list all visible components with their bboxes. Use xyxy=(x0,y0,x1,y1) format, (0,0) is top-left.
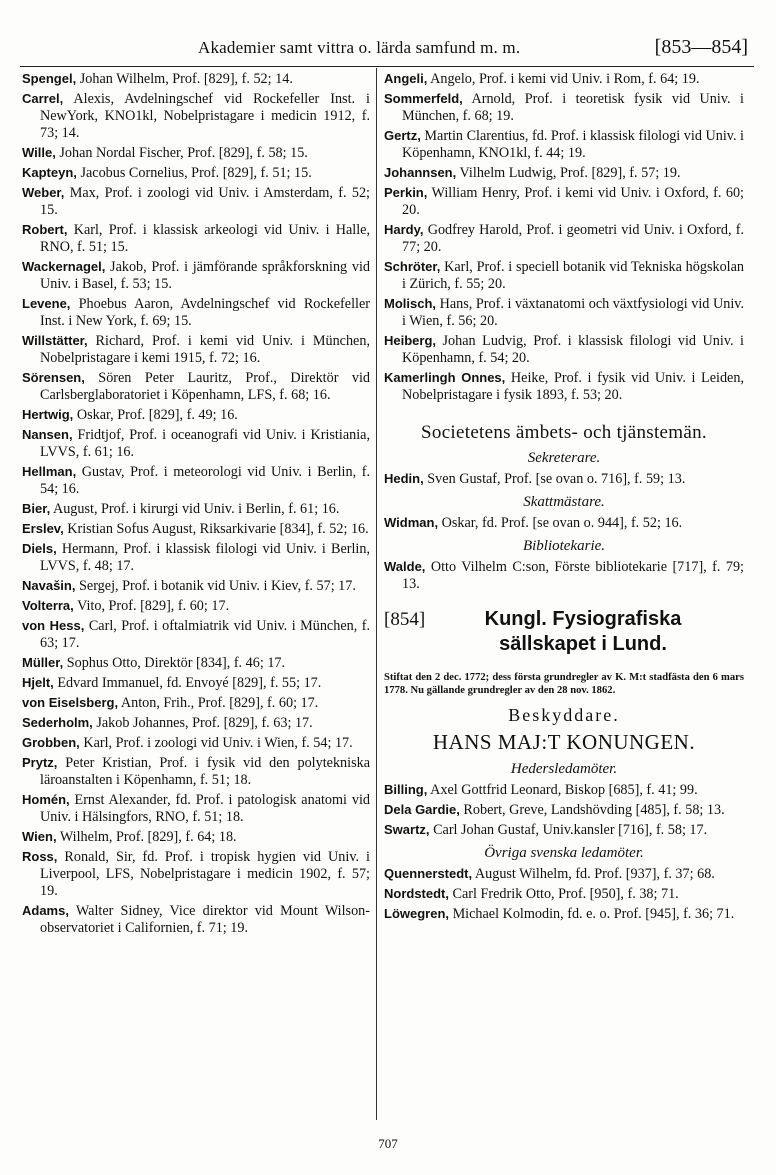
list-item xyxy=(384,905,744,923)
entry-name: von Hess, xyxy=(22,618,85,633)
list-item xyxy=(22,791,370,826)
librarian-heading: Bibliotekarie. xyxy=(522,538,606,554)
entry-name: Diels, xyxy=(22,541,57,556)
page-number: 707 xyxy=(378,1136,398,1151)
list-item xyxy=(22,332,370,367)
list-item xyxy=(384,781,744,799)
page-range: [853—854] xyxy=(654,36,748,58)
list-item xyxy=(384,865,744,883)
entry-text: Johan Ludvig, Prof. i klassisk filologi vid Univ. i Köpenhamn, f. 54; 20. xyxy=(402,333,744,366)
list-item xyxy=(22,714,370,732)
entry-name: Prytz, xyxy=(22,755,58,770)
entry-name: Hellman, xyxy=(22,464,77,479)
list-item xyxy=(384,127,744,162)
entry-text: August Wilhelm, fd. Prof. [937], f. 37; 68. xyxy=(472,866,715,882)
list-item xyxy=(22,70,370,88)
entry-name: Levene, xyxy=(22,296,71,311)
list-item xyxy=(22,500,370,518)
entry-name: Nordstedt, xyxy=(384,886,449,901)
entry-text: Wilhelm, Prof. [829], f. 64; 18. xyxy=(56,829,237,845)
entry-text: Alexis, Avdelningschef vid Rockefeller Inst. i NewYork, KNO1kl, Nobelpristagare i medicin 1912, f. 73; 14. xyxy=(40,91,370,141)
treasurer-heading: Skattmästare. xyxy=(523,494,605,510)
list-item xyxy=(22,902,370,937)
entry-name: Weber, xyxy=(22,185,65,200)
entry-name: Adams, xyxy=(22,903,69,918)
list-item xyxy=(384,295,744,330)
entry-name: Volterra, xyxy=(22,598,74,613)
entry-text: Ronald, Sir, fd. Prof. i tropisk hygien vid Univ. i Liverpool, LFS, Nobelpristagare i medicin 1902, f. 57; 19. xyxy=(40,849,370,899)
list-item xyxy=(384,70,744,88)
list-item xyxy=(22,463,370,498)
entry-text: Karl, Prof. i zoologi vid Univ. i Wien, f. 54; 17. xyxy=(79,735,353,751)
entry-name: Hjelt, xyxy=(22,675,54,690)
page-header xyxy=(20,36,754,64)
list-item xyxy=(384,801,744,819)
entry-text: Hermann, Prof. i klassisk filologi vid Univ. i Berlin, LVVS, f. 48; 17. xyxy=(40,541,370,574)
list-item xyxy=(22,258,370,293)
entry-name: Hedin, xyxy=(384,471,424,486)
list-item xyxy=(22,164,370,182)
secretary-entry xyxy=(384,470,744,488)
entry-name: Navašin, xyxy=(22,578,76,593)
entry-name: Sederholm, xyxy=(22,715,93,730)
entry-name: Perkin, xyxy=(384,185,428,200)
list-item xyxy=(22,295,370,330)
entry-name: Robert, xyxy=(22,222,68,237)
entry-name: Sommerfeld, xyxy=(384,91,463,106)
entry-text: Richard, Prof. i kemi vid Univ. i München, Nobelpristagare i kemi 1915, f. 72; 16. xyxy=(40,333,370,366)
entry-text: Otto Vilhelm C:son, Förste bibliotekarie [717], f. 79; 13. xyxy=(402,559,744,592)
entry-text: Karl, Prof. i speciell botanik vid Tekniska högskolan i Zürich, f. 55; 20. xyxy=(402,259,744,292)
entry-text: Angelo, Prof. i kemi vid Univ. i Rom, f. 64; 19. xyxy=(427,71,700,87)
entry-text: Peter Kristian, Prof. i fysik vid den polytekniska läroanstalten i Köpenhamn, f. 51; 18. xyxy=(40,755,370,788)
list-item xyxy=(22,144,370,162)
entry-text: Phoebus Aaron, Avdelningschef vid Rockefeller Inst. i New York, f. 69; 15. xyxy=(40,296,370,329)
header-rule xyxy=(20,66,754,67)
entry-text: Heike, Prof. i fysik vid Univ. i Leiden, Nobelpristagare i fysik 1893, f. 53; 20. xyxy=(402,370,744,403)
entry-text: Oskar, fd. Prof. [se ovan o. 944], f. 52; 16. xyxy=(438,515,683,531)
entry-name: Schröter, xyxy=(384,259,441,274)
entry-text: Johan Wilhelm, Prof. [829], f. 52; 14. xyxy=(76,71,293,87)
entry-text: Jakob, Prof. i jämförande språkforskning vid Univ. i Basel, f. 53; 15. xyxy=(40,259,370,292)
librarian-entry xyxy=(384,558,744,593)
running-title: Akademier samt vittra o. lärda samfund m. m. xyxy=(198,38,521,57)
list-item xyxy=(22,617,370,652)
entry-text: Fridtjof, Prof. i oceanografi vid Univ. i Kristiania, LVVS, f. 61; 16. xyxy=(40,427,370,460)
entry-text: Johan Nordal Fischer, Prof. [829], f. 58; 15. xyxy=(55,145,308,161)
entry-text: Carl Johan Gustaf, Univ.kansler [716], f. 58; 17. xyxy=(429,822,708,838)
entry-text: Kristian Sofus August, Riksarkivarie [834], f. 52; 16. xyxy=(63,521,369,537)
entry-text: Sven Gustaf, Prof. [se ovan o. 716], f. 59; 13. xyxy=(423,471,686,487)
entry-name: Ross, xyxy=(22,849,58,864)
entry-text: Karl, Prof. i klassisk arkeologi vid Univ. i Halle, RNO, f. 51; 15. xyxy=(40,222,370,255)
list-item xyxy=(22,369,370,404)
entry-text: August, Prof. i kirurgi vid Univ. i Berlin, f. 61; 16. xyxy=(50,501,340,517)
entry-text: Oskar, Prof. [829], f. 49; 16. xyxy=(73,407,238,423)
list-item xyxy=(22,848,370,900)
entry-text: Sophus Otto, Direktör [834], f. 46; 17. xyxy=(63,655,286,671)
honorary-list xyxy=(384,781,744,839)
entry-name: Bier, xyxy=(22,501,51,516)
entry-text: Ernst Alexander, fd. Prof. i patologisk anatomi vid Univ. i Hälsingfors, RNO, f. 51; 18. xyxy=(40,792,370,825)
list-item xyxy=(22,426,370,461)
list-item xyxy=(384,221,744,256)
entry-name: Dela Gardie, xyxy=(384,802,460,817)
entry-name: Widman, xyxy=(384,515,439,530)
list-item xyxy=(22,577,370,595)
list-item xyxy=(22,520,370,538)
entry-name: Homén, xyxy=(22,792,70,807)
left-entry-list xyxy=(22,70,370,937)
entry-text: Vito, Prof. [829], f. 60; 17. xyxy=(73,598,230,614)
entry-name: Carrel, xyxy=(22,91,64,106)
society-name xyxy=(458,607,708,657)
entry-text: Sergej, Prof. i botanik vid Univ. i Kiev, f. 57; 17. xyxy=(75,578,356,594)
list-item xyxy=(384,164,744,182)
list-item xyxy=(22,221,370,256)
entry-name: Wackernagel, xyxy=(22,259,106,274)
list-item xyxy=(384,184,744,219)
entry-text: Edvard Immanuel, fd. Envoyé [829], f. 55; 17. xyxy=(53,675,322,691)
treasurer-entry xyxy=(384,514,744,532)
entry-name: Angeli, xyxy=(384,71,428,86)
other-members-heading: Övriga svenska ledamöter. xyxy=(484,845,644,861)
entry-text: Anton, Frih., Prof. [829], f. 60; 17. xyxy=(118,695,319,711)
other-members-list xyxy=(384,865,744,923)
entry-text: Arnold, Prof. i teoretisk fysik vid Univ. i München, f. 68; 19. xyxy=(402,91,744,124)
right-entry-list xyxy=(384,70,744,404)
entry-name: Sörensen, xyxy=(22,370,85,385)
entry-name: Grobben, xyxy=(22,735,80,750)
entry-name: Wille, xyxy=(22,145,56,160)
list-item xyxy=(22,184,370,219)
entry-text: Gustav, Prof. i meteorologi vid Univ. i Berlin, f. 54; 16. xyxy=(40,464,370,497)
officials-title: Societetens ämbets- och tjänstemän. xyxy=(421,422,707,443)
entry-text: Sören Peter Lauritz, Prof., Direktör vid Carlsberglaboratoriet i Köpenhamn, LFS, f. 68; 16. xyxy=(40,370,370,403)
entry-name: von Eiselsberg, xyxy=(22,695,119,710)
honorary-heading: Hedersledamöter. xyxy=(510,761,618,777)
entry-name: Gertz, xyxy=(384,128,421,143)
entry-text: Jakob Johannes, Prof. [829], f. 63; 17. xyxy=(92,715,313,731)
entry-name: Walde, xyxy=(384,559,426,574)
secretary-heading: Sekreterare. xyxy=(527,450,601,466)
entry-text: Walter Sidney, Vice direktor vid Mount Wilson-observatoriet i Californien, f. 71; 19. xyxy=(40,903,370,936)
entry-name: Müller, xyxy=(22,655,64,670)
entry-name: Heiberg, xyxy=(384,333,437,348)
list-item xyxy=(22,90,370,142)
entry-name: Löwegren, xyxy=(384,906,450,921)
entry-text: Carl Fredrik Otto, Prof. [950], f. 38; 71. xyxy=(449,886,679,902)
society-name-line1: Kungl. Fysiografiska xyxy=(484,608,682,630)
entry-name: Quennerstedt, xyxy=(384,866,473,881)
entry-text: Hans, Prof. i växtanatomi och växtfysiologi vid Univ. i Wien, f. 56; 20. xyxy=(402,296,744,329)
column-divider xyxy=(376,68,377,1120)
list-item xyxy=(22,654,370,672)
entry-text: Axel Gottfrid Leonard, Biskop [685], f. 41; 99. xyxy=(427,782,698,798)
entry-text: Vilhelm Ludwig, Prof. [829], f. 57; 19. xyxy=(456,165,681,181)
list-item xyxy=(384,258,744,293)
entry-name: Nansen, xyxy=(22,427,73,442)
entry-name: Johannsen, xyxy=(384,165,457,180)
society-number: [854] xyxy=(384,609,426,630)
list-item xyxy=(384,821,744,839)
list-item xyxy=(22,694,370,712)
patron-name: HANS MAJ:T KONUNGEN. xyxy=(432,730,696,754)
list-item xyxy=(22,734,370,752)
entry-text: Carl, Prof. i oftalmiatrik vid Univ. i München, f. 63; 17. xyxy=(40,618,371,651)
list-item xyxy=(384,369,744,404)
list-item xyxy=(22,674,370,692)
entry-name: Wien, xyxy=(22,829,57,844)
entry-name: Kapteyn, xyxy=(22,165,77,180)
entry-text: Godfrey Harold, Prof. i geometri vid Univ. i Oxford, f. 77; 20. xyxy=(402,222,744,255)
entry-name: Willstätter, xyxy=(22,333,88,348)
list-item xyxy=(22,406,370,424)
entry-text: William Henry, Prof. i kemi vid Univ. i Oxford, f. 60; 20. xyxy=(402,185,744,218)
society-name-line2: sällskapet i Lund. xyxy=(499,633,667,655)
patrons-heading: Beskyddare. xyxy=(508,705,620,725)
society-heading xyxy=(384,607,744,669)
entry-text: Jacobus Cornelius, Prof. [829], f. 51; 15. xyxy=(76,165,312,181)
entry-name: Swartz, xyxy=(384,822,430,837)
list-item xyxy=(22,754,370,789)
entry-name: Molisch, xyxy=(384,296,437,311)
entry-name: Hardy, xyxy=(384,222,424,237)
entry-text: Martin Clarentius, fd. Prof. i klassisk filologi vid Univ. i Köpenhamn, KNO1kl, f. 44; 19. xyxy=(402,128,744,161)
list-item xyxy=(384,332,744,367)
list-item xyxy=(22,540,370,575)
left-column xyxy=(22,70,370,939)
entry-name: Spengel, xyxy=(22,71,77,86)
entry-name: Hertwig, xyxy=(22,407,74,422)
entry-text: Robert, Greve, Landshövding [485], f. 58; 13. xyxy=(459,802,725,818)
right-column xyxy=(384,70,744,925)
society-founded: Stiftat den 2 dec. 1772; dess första grundregler av K. M:t stadfästa den 6 mars 1778. Nu gällande grundregler av den 28 nov. 1862. xyxy=(384,672,744,696)
entry-name: Kamerlingh Onnes, xyxy=(384,370,506,385)
entry-name: Erslev, xyxy=(22,521,64,536)
entry-name: Billing, xyxy=(384,782,428,797)
list-item xyxy=(22,828,370,846)
entry-text: Max, Prof. i zoologi vid Univ. i Amsterdam, f. 52; 15. xyxy=(40,185,370,218)
list-item xyxy=(22,597,370,615)
list-item xyxy=(384,885,744,903)
list-item xyxy=(384,90,744,125)
entry-text: Michael Kolmodin, fd. e. o. Prof. [945], f. 36; 71. xyxy=(449,906,735,922)
